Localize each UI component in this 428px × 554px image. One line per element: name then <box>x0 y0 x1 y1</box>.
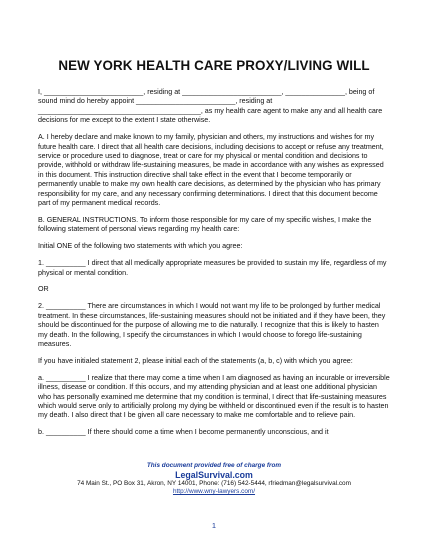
footer-website-link[interactable]: http://www.wny-lawyers.com/ <box>172 488 256 495</box>
paragraph-statement-a: a. __________ I realize that there may come a time when I am diagnosed as having an incurable or irreversible illness, disease or condition. If this occurs, and my attending physician and at least one additional physician who has personally examined me determine that my condition is terminal, I direct that life-sustaining measures which would serve only to artificially prolong my dying be withheld or discontinued even if the result is to hasten my death. I also direct that I be given all care necessary to make me comfortable and to relieve pain. <box>38 373 390 420</box>
paragraph-initial-abc: If you have initialed statement 2, please initial each of the statements (a, b, c) with which you agree: <box>38 356 353 365</box>
paragraph-appointment: I, _________________________, residing at _________________________, _______________, being of sound mind do hereby appoint _________________________, residing at _________________________________________, as my health care agent to make any and all health care decisions for me except to the extent I state otherwise. <box>38 88 383 125</box>
paragraph-statement-2: 2. __________ There are circumstances in which I would not want my life to be prolonged by further medical treatment. In these circumstances, life-sustaining measures should not be initiated and if they have been, they should be discontinued for the purpose of allowing me to die naturally. I recognize that this is likely to hasten my death. In the following, I specify the circumstances in which I would choose to forego life-sustaining measures. <box>38 302 386 348</box>
footer-brand: LegalSurvival.com <box>175 470 253 480</box>
document-footer <box>0 462 428 496</box>
footer-promo: This document provided free of charge from <box>146 462 282 469</box>
paragraph-statement-b: b. __________ If there should come a time when I become permanently unconscious, and it <box>38 428 329 437</box>
paragraph-initial-instruction: Initial ONE of the following two statements with which you agree: <box>38 242 243 251</box>
page-number: 1 <box>211 521 217 530</box>
paragraph-section-a: A. I hereby declare and make known to my family, physician and others, my instructions and wishes for my future health care. I direct that all health care decisions, including decisions to accept or refuse any treatment, service or procedure used to diagnose, treat or care for my physical or mental condition and decisions to provide, withhold or withdraw life-sustaining measures, be made in accordance with any wishes as expressed in this document. This instruction directive shall take effect in the event that I become temporarily or permanently unable to make my own health care decisions, as determined by the physician who has primary responsibility for my care, and any necessary confirming determinations. I direct that this document become part of my permanent medical records. <box>38 133 384 207</box>
footer-contact: 74 Main St., PO Box 31, Akron, NY 14001, Phone: (716) 542-5444, rfriedman@legalsurvival.com <box>77 480 351 487</box>
paragraph-section-b: B. GENERAL INSTRUCTIONS. To inform those responsible for my care of my specific wishes, I make the following statement of personal views regarding my health care: <box>38 215 372 234</box>
paragraph-or: OR <box>38 285 49 294</box>
document-title: NEW YORK HEALTH CARE PROXY/LIVING WILL <box>58 58 370 73</box>
paragraph-statement-1: 1. __________ I direct that all medically appropriate measures be provided to sustain my life, regardless of my physical or mental condition. <box>38 259 387 277</box>
